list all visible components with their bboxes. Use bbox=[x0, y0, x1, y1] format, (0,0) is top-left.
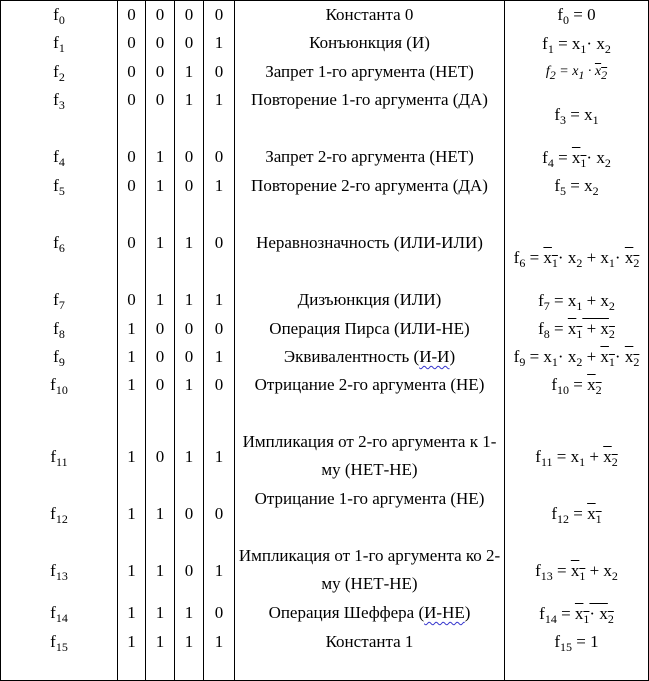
bit-cell: 1 bbox=[175, 286, 204, 315]
bit-cell: 0 bbox=[146, 315, 175, 343]
operation-name: Дизъюнкция (ИЛИ) bbox=[235, 286, 505, 315]
bit-cell: 0 bbox=[146, 343, 175, 371]
bit-cell: 1 bbox=[146, 542, 175, 599]
operation-name: Повторение 2-го аргумента (ДА) bbox=[235, 172, 505, 229]
bit-cell: 1 bbox=[118, 628, 146, 680]
bit-cell: 0 bbox=[175, 143, 204, 172]
bit-cell: 0 bbox=[175, 542, 204, 599]
bit-cell: 0 bbox=[204, 371, 235, 428]
function-label: $f_0$ bbox=[1, 1, 118, 30]
bit-cell: 0 bbox=[204, 229, 235, 286]
bit-cell: 0 bbox=[204, 599, 235, 628]
bit-cell: 1 bbox=[175, 371, 204, 428]
table-row bbox=[1, 1, 649, 30]
formula: $f_{15} = 1$ bbox=[505, 628, 649, 680]
function-label: $f_6$ bbox=[1, 229, 118, 286]
bit-cell: 1 bbox=[175, 599, 204, 628]
bit-cell: 1 bbox=[146, 143, 175, 172]
bit-cell: 0 bbox=[146, 428, 175, 485]
bit-cell: 0 bbox=[204, 315, 235, 343]
operation-name: Импликация от 2-го аргумента к 1-му (НЕТ-НЕ) bbox=[235, 428, 505, 485]
bit-cell: 1 bbox=[118, 343, 146, 371]
bit-cell: 1 bbox=[204, 343, 235, 371]
operation-name: Отрицание 1-го аргумента (НЕ) bbox=[235, 485, 505, 542]
bit-cell: 1 bbox=[175, 58, 204, 86]
formula: $f_8 = x_1 + x_2$ bbox=[505, 315, 649, 343]
bit-cell: 1 bbox=[175, 428, 204, 485]
table-row bbox=[1, 315, 649, 343]
bit-cell: 1 bbox=[204, 286, 235, 315]
bit-cell: 1 bbox=[175, 86, 204, 143]
formula: $f_{10} = x_2$ bbox=[505, 371, 649, 428]
bit-cell: 0 bbox=[204, 58, 235, 86]
bit-cell: 1 bbox=[204, 29, 235, 58]
bit-cell: 0 bbox=[146, 1, 175, 30]
operation-name: Запрет 1-го аргумента (НЕТ) bbox=[235, 58, 505, 86]
table-row bbox=[1, 628, 649, 680]
table-row bbox=[1, 86, 649, 143]
table-row bbox=[1, 143, 649, 172]
operation-name: Отрицание 2-го аргумента (НЕ) bbox=[235, 371, 505, 428]
function-label: $f_{12}$ bbox=[1, 485, 118, 542]
bit-cell: 1 bbox=[146, 485, 175, 542]
function-label: $f_7$ bbox=[1, 286, 118, 315]
bit-cell: 0 bbox=[118, 1, 146, 30]
bit-cell: 1 bbox=[146, 286, 175, 315]
bit-cell: 1 bbox=[146, 229, 175, 286]
table-row bbox=[1, 343, 649, 371]
table-row bbox=[1, 286, 649, 315]
function-label: $f_9$ bbox=[1, 343, 118, 371]
function-label: $f_{11}$ bbox=[1, 428, 118, 485]
function-label: $f_{13}$ bbox=[1, 542, 118, 599]
formula: f2 = x1 · x2 bbox=[505, 58, 649, 86]
formula: $f_3 = x_1$ bbox=[505, 86, 649, 143]
formula: $f_7 = x_1 + x_2$ bbox=[505, 286, 649, 315]
bit-cell: 1 bbox=[204, 628, 235, 680]
bit-cell: 1 bbox=[204, 428, 235, 485]
formula: $f_{13} = x_1 + x_2$ bbox=[505, 542, 649, 599]
bit-cell: 1 bbox=[204, 86, 235, 143]
bit-cell: 1 bbox=[204, 542, 235, 599]
bit-cell: 1 bbox=[118, 315, 146, 343]
formula: $f_{12} = x_1$ bbox=[505, 485, 649, 542]
bit-cell: 0 bbox=[146, 371, 175, 428]
function-label: $f_4$ bbox=[1, 143, 118, 172]
table-row bbox=[1, 229, 649, 286]
bit-cell: 1 bbox=[175, 229, 204, 286]
bit-cell: 1 bbox=[204, 172, 235, 229]
operation-name: Запрет 2-го аргумента (НЕТ) bbox=[235, 143, 505, 172]
bit-cell: 0 bbox=[175, 485, 204, 542]
bit-cell: 0 bbox=[175, 172, 204, 229]
bit-cell: 0 bbox=[118, 143, 146, 172]
operation-name: Импликация от 1-го аргумента ко 2-му (НЕТ-НЕ) bbox=[235, 542, 505, 599]
table-row bbox=[1, 29, 649, 58]
bit-cell: 0 bbox=[175, 1, 204, 30]
bit-cell: 0 bbox=[175, 315, 204, 343]
formula: $f_1 = x_1\cdot x_2$ bbox=[505, 29, 649, 58]
bit-cell: 1 bbox=[146, 628, 175, 680]
formula: $f_5 = x_2$ bbox=[505, 172, 649, 229]
operation-name: Конъюнкция (И) bbox=[235, 29, 505, 58]
operation-name: Неравнозначность (ИЛИ-ИЛИ) bbox=[235, 229, 505, 286]
bit-cell: 1 bbox=[118, 542, 146, 599]
bit-cell: 0 bbox=[204, 485, 235, 542]
bit-cell: 0 bbox=[146, 86, 175, 143]
operation-name: Константа 1 bbox=[235, 628, 505, 680]
function-label: $f_3$ bbox=[1, 86, 118, 143]
bit-cell: 0 bbox=[175, 29, 204, 58]
function-label: $f_{10}$ bbox=[1, 371, 118, 428]
table-row bbox=[1, 542, 649, 599]
bit-cell: 1 bbox=[175, 628, 204, 680]
bit-cell: 0 bbox=[204, 143, 235, 172]
formula: $f_9 = x_1\cdot x_2 + x_1\cdot x_2$ bbox=[505, 343, 649, 371]
operation-name: Операция Шеффера (И-НЕ) bbox=[235, 599, 505, 628]
formula: $f_{14} = x_1\cdot x_2$ bbox=[505, 599, 649, 628]
formula: $f_{11} = x_1 + x_2$ bbox=[505, 428, 649, 485]
bit-cell: 1 bbox=[118, 428, 146, 485]
function-label: $f_8$ bbox=[1, 315, 118, 343]
function-label: $f_{14}$ bbox=[1, 599, 118, 628]
table-row bbox=[1, 172, 649, 229]
function-label: $f_{15}$ bbox=[1, 628, 118, 680]
formula: $f_6 = x_1\cdot x_2 + x_1\cdot x_2$ bbox=[505, 229, 649, 286]
bit-cell: 0 bbox=[204, 1, 235, 30]
table-row bbox=[1, 371, 649, 428]
bit-cell: 1 bbox=[118, 371, 146, 428]
formula: $f_0 = 0$ bbox=[505, 1, 649, 30]
bit-cell: 0 bbox=[146, 29, 175, 58]
table-row bbox=[1, 599, 649, 628]
bit-cell: 0 bbox=[118, 86, 146, 143]
bit-cell: 0 bbox=[118, 172, 146, 229]
function-label: $f_5$ bbox=[1, 172, 118, 229]
table-row bbox=[1, 58, 649, 86]
bit-cell: 0 bbox=[118, 286, 146, 315]
bit-cell: 1 bbox=[146, 172, 175, 229]
bit-cell: 0 bbox=[118, 58, 146, 86]
bit-cell: 0 bbox=[118, 229, 146, 286]
operation-name: Эквивалентность (И-И) bbox=[235, 343, 505, 371]
function-label: $f_2$ bbox=[1, 58, 118, 86]
formula: $f_4 = x_1\cdot x_2$ bbox=[505, 143, 649, 172]
bit-cell: 1 bbox=[118, 485, 146, 542]
table-row bbox=[1, 485, 649, 542]
operation-name: Операция Пирса (ИЛИ-НЕ) bbox=[235, 315, 505, 343]
function-label: $f_1$ bbox=[1, 29, 118, 58]
bit-cell: 0 bbox=[175, 343, 204, 371]
operation-name: Повторение 1-го аргумента (ДА) bbox=[235, 86, 505, 143]
bit-cell: 0 bbox=[146, 58, 175, 86]
bit-cell: 1 bbox=[146, 599, 175, 628]
operation-name: Константа 0 bbox=[235, 1, 505, 30]
table-row bbox=[1, 428, 649, 485]
bit-cell: 0 bbox=[118, 29, 146, 58]
bit-cell: 1 bbox=[118, 599, 146, 628]
